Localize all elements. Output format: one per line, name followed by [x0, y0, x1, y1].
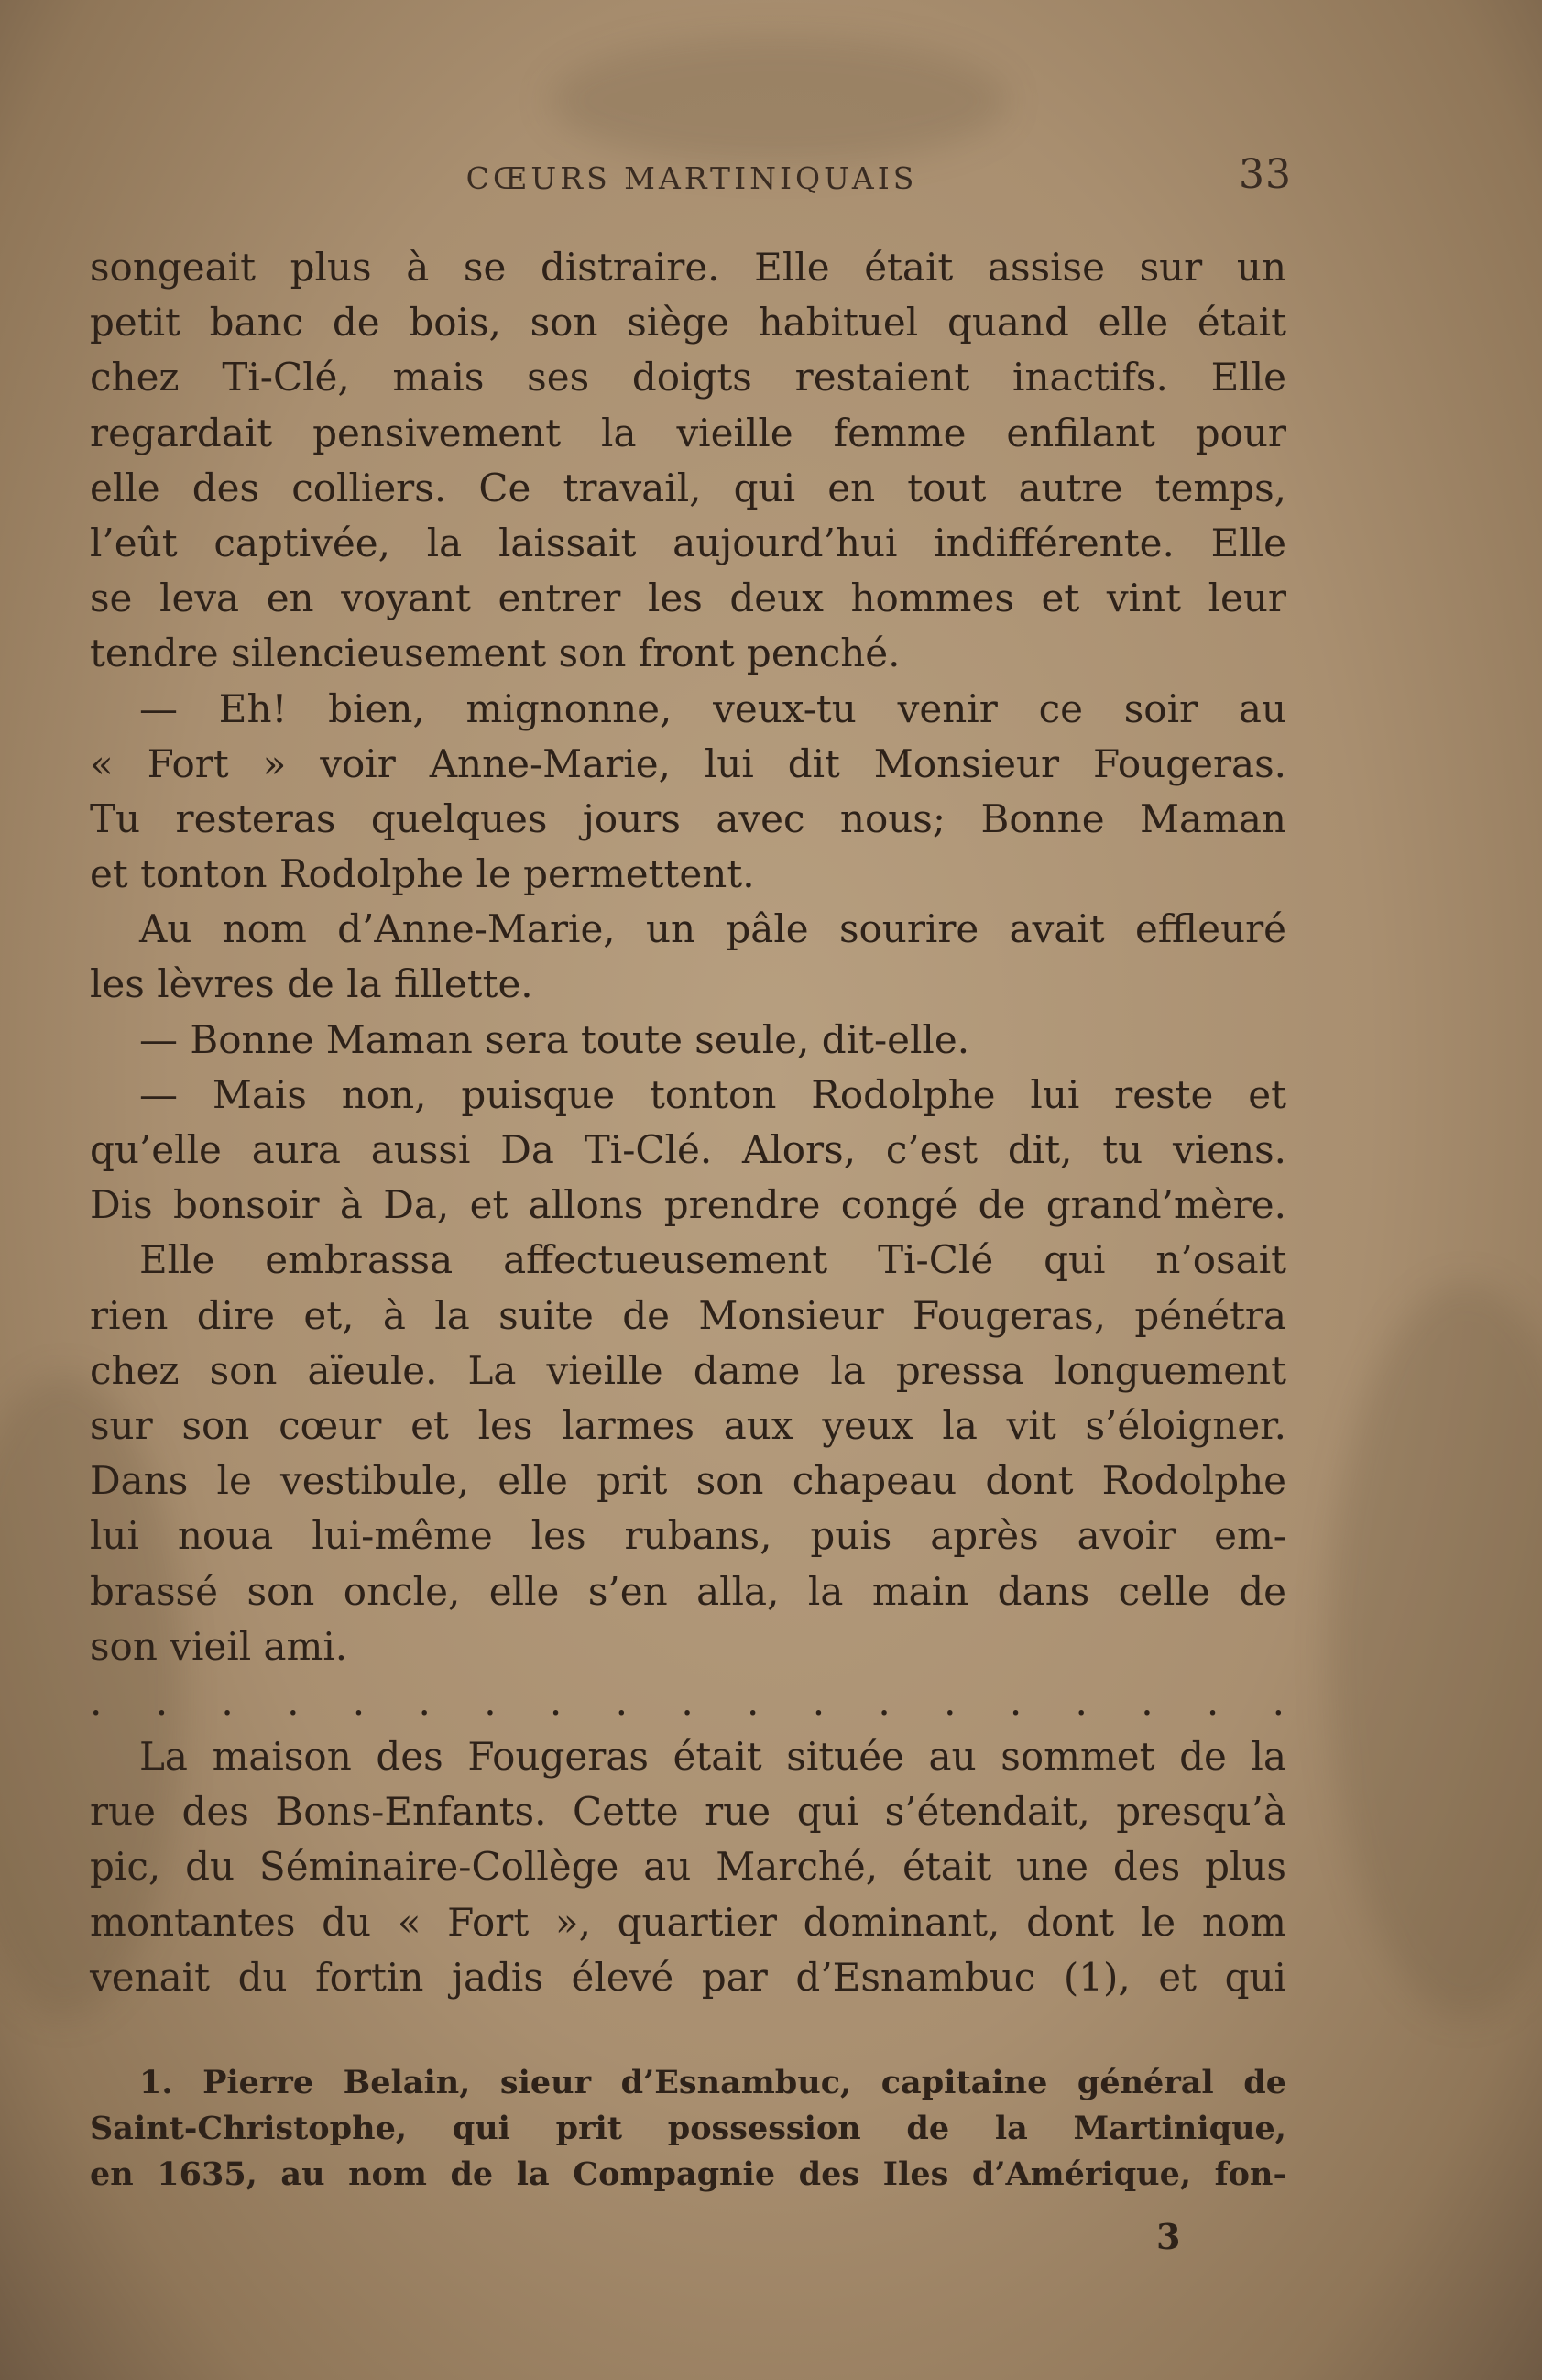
- section-break-dots: . . . . . . . . . . . . . . . . . . .: [90, 1678, 1286, 1724]
- text-line: chez Ti-Clé, mais ses doigts restaient inactifs. Elle: [90, 355, 1286, 400]
- text-line: elle des colliers. Ce travail, qui en tout autre temps,: [90, 465, 1286, 510]
- text-line: brassé son oncle, elle s’en alla, la main dans celle de: [90, 1568, 1286, 1614]
- text-line: et tonton Rodolphe le permettent.: [90, 851, 755, 897]
- running-title: CŒURS MARTINIQUAIS: [465, 160, 918, 196]
- text-line: lui noua lui-même les rubans, puis après avoir em-: [90, 1513, 1286, 1559]
- signature-mark: 3: [1156, 2216, 1181, 2257]
- page-header: [92, 151, 1292, 206]
- text-line: tendre silencieusement son front penché.: [90, 631, 901, 676]
- text-line: les lèvres de la fillette.: [90, 961, 533, 1007]
- footnote-line: 1. Pierre Belain, sieur d’Esnambuc, capitaine général de: [139, 2064, 1286, 2101]
- text-line: Dans le vestibule, elle prit son chapeau dont Rodolphe: [90, 1458, 1286, 1504]
- text-line: — Eh! bien, mignonne, veux-tu venir ce soir au: [139, 685, 1286, 731]
- footnote-line: Saint-Christophe, qui prit possession de la Martinique,: [90, 2110, 1286, 2147]
- page-stain: [1329, 1283, 1542, 2016]
- text-line: venait du fortin jadis élevé par d’Esnambuc (1), et qui: [90, 1954, 1286, 2000]
- page-number: 33: [1239, 151, 1292, 198]
- text-line: sur son cœur et les larmes aux yeux la vit s’éloigner.: [90, 1402, 1286, 1448]
- text-line: rue des Bons-Enfants. Cette rue qui s’étendait, presqu’à: [90, 1789, 1286, 1835]
- text-line: qu’elle aura aussi Da Ti-Clé. Alors, c’est dit, tu viens.: [90, 1127, 1286, 1172]
- text-line: montantes du « Fort », quartier dominant, dont le nom: [90, 1899, 1286, 1945]
- text-line: se leva en voyant entrer les deux hommes et vint leur: [90, 576, 1286, 621]
- text-line: Tu resteras quelques jours avec nous; Bonne Maman: [90, 795, 1286, 841]
- text-line: La maison des Fougeras était située au sommet de la: [139, 1734, 1286, 1780]
- text-line: regardait pensivement la vieille femme enfilant pour: [90, 410, 1286, 455]
- text-line: petit banc de bois, son siège habituel quand elle était: [90, 300, 1286, 345]
- footnote: [90, 2060, 1286, 2198]
- text-line: Dis bonsoir à Da, et allons prendre congé de grand’mère.: [90, 1182, 1286, 1228]
- page-stain: [550, 37, 1008, 165]
- text-line: son vieil ami.: [90, 1623, 348, 1669]
- text-line: rien dire et, à la suite de Monsieur Fougeras, pénétra: [90, 1292, 1286, 1338]
- body-text: [90, 240, 1286, 2005]
- text-line: « Fort » voir Anne-Marie, lui dit Monsieur Fougeras.: [90, 740, 1286, 786]
- text-line: chez son aïeule. La vieille dame la pressa longuement: [90, 1347, 1286, 1393]
- text-line: — Mais non, puisque tonton Rodolphe lui reste et: [139, 1071, 1286, 1117]
- text-line: — Bonne Maman sera toute seule, dit-elle.: [139, 1016, 970, 1062]
- text-line: Au nom d’Anne-Marie, un pâle sourire avait effleuré: [139, 906, 1286, 952]
- text-line: l’eût captivée, la laissait aujourd’hui indifférente. Elle: [90, 520, 1286, 565]
- text-line: songeait plus à se distraire. Elle était assise sur un: [90, 245, 1286, 290]
- text-line: pic, du Séminaire-Collège au Marché, était une des plus: [90, 1844, 1286, 1890]
- footnote-line: en 1635, au nom de la Compagnie des Iles d’Amérique, fon-: [90, 2155, 1286, 2193]
- text-line: Elle embrassa affectueusement Ti-Clé qui n’osait: [139, 1237, 1286, 1283]
